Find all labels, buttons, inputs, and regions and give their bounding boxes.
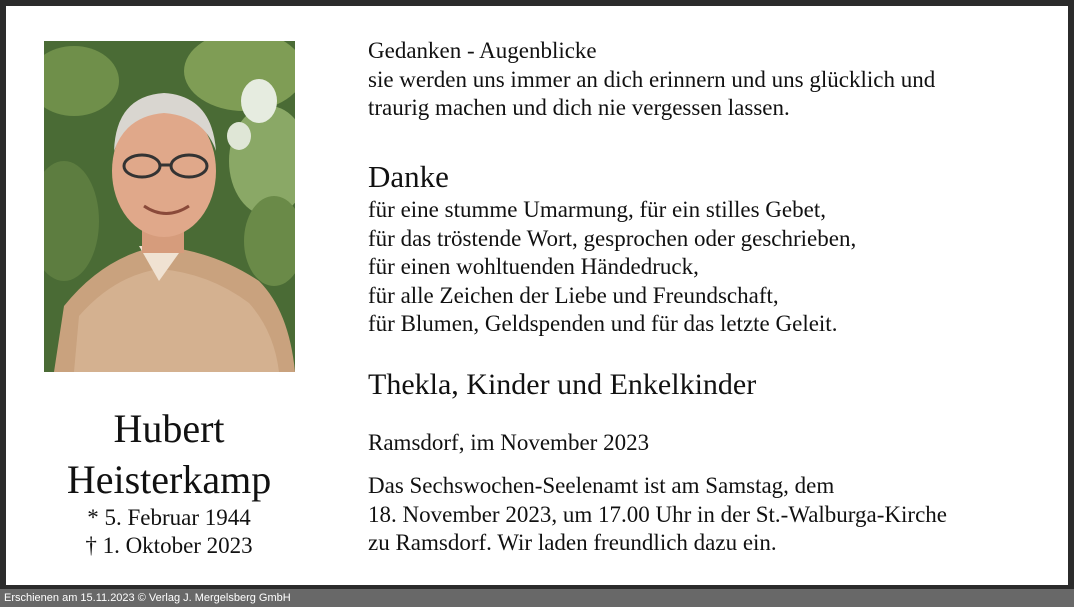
portrait-illustration — [44, 41, 295, 372]
thanks-line: für eine stumme Umarmung, für ein stilles Gebet, — [368, 197, 826, 222]
deceased-first-name: Hubert — [113, 406, 225, 451]
intro-line: Gedanken - Augenblicke — [368, 38, 597, 63]
thanks-heading: Danke — [368, 159, 449, 194]
notice-line: Das Sechswochen-Seelenamt ist am Samstag, dem — [368, 473, 835, 498]
notice-line: zu Ramsdorf. Wir laden freundlich dazu ein. — [368, 530, 777, 555]
birth-date: * 5. Februar 1944 — [87, 505, 251, 530]
thanks-text — [368, 196, 856, 339]
death-date: † 1. Oktober 2023 — [85, 533, 253, 558]
mass-notice — [368, 472, 947, 558]
family-signature: Thekla, Kinder und Enkelkinder — [368, 368, 757, 401]
intro-line: sie werden uns immer an dich erinnern und uns glücklich und — [368, 66, 936, 92]
thanks-line: für einen wohltuenden Händedruck, — [368, 254, 699, 279]
portrait-photo — [44, 41, 295, 372]
thanks-line: für Blumen, Geldspenden und für das letzte Geleit. — [368, 311, 838, 336]
place-date: Ramsdorf, im November 2023 — [368, 430, 650, 455]
intro-text — [368, 37, 935, 123]
thanks-line: für alle Zeichen der Liebe und Freundschaft, — [368, 282, 779, 308]
publication-footer: Erschienen am 15.11.2023 © Verlag J. Mergelsberg GmbH — [0, 589, 1074, 607]
deceased-last-name: Heisterkamp — [66, 457, 272, 502]
notice-line: 18. November 2023, um 17.00 Uhr in der St.-Walburga-Kirche — [368, 501, 947, 527]
thanks-line: für das tröstende Wort, gesprochen oder geschrieben, — [368, 225, 857, 251]
intro-line: traurig machen und dich nie vergessen lassen. — [368, 95, 790, 120]
obituary-card — [6, 6, 1068, 585]
